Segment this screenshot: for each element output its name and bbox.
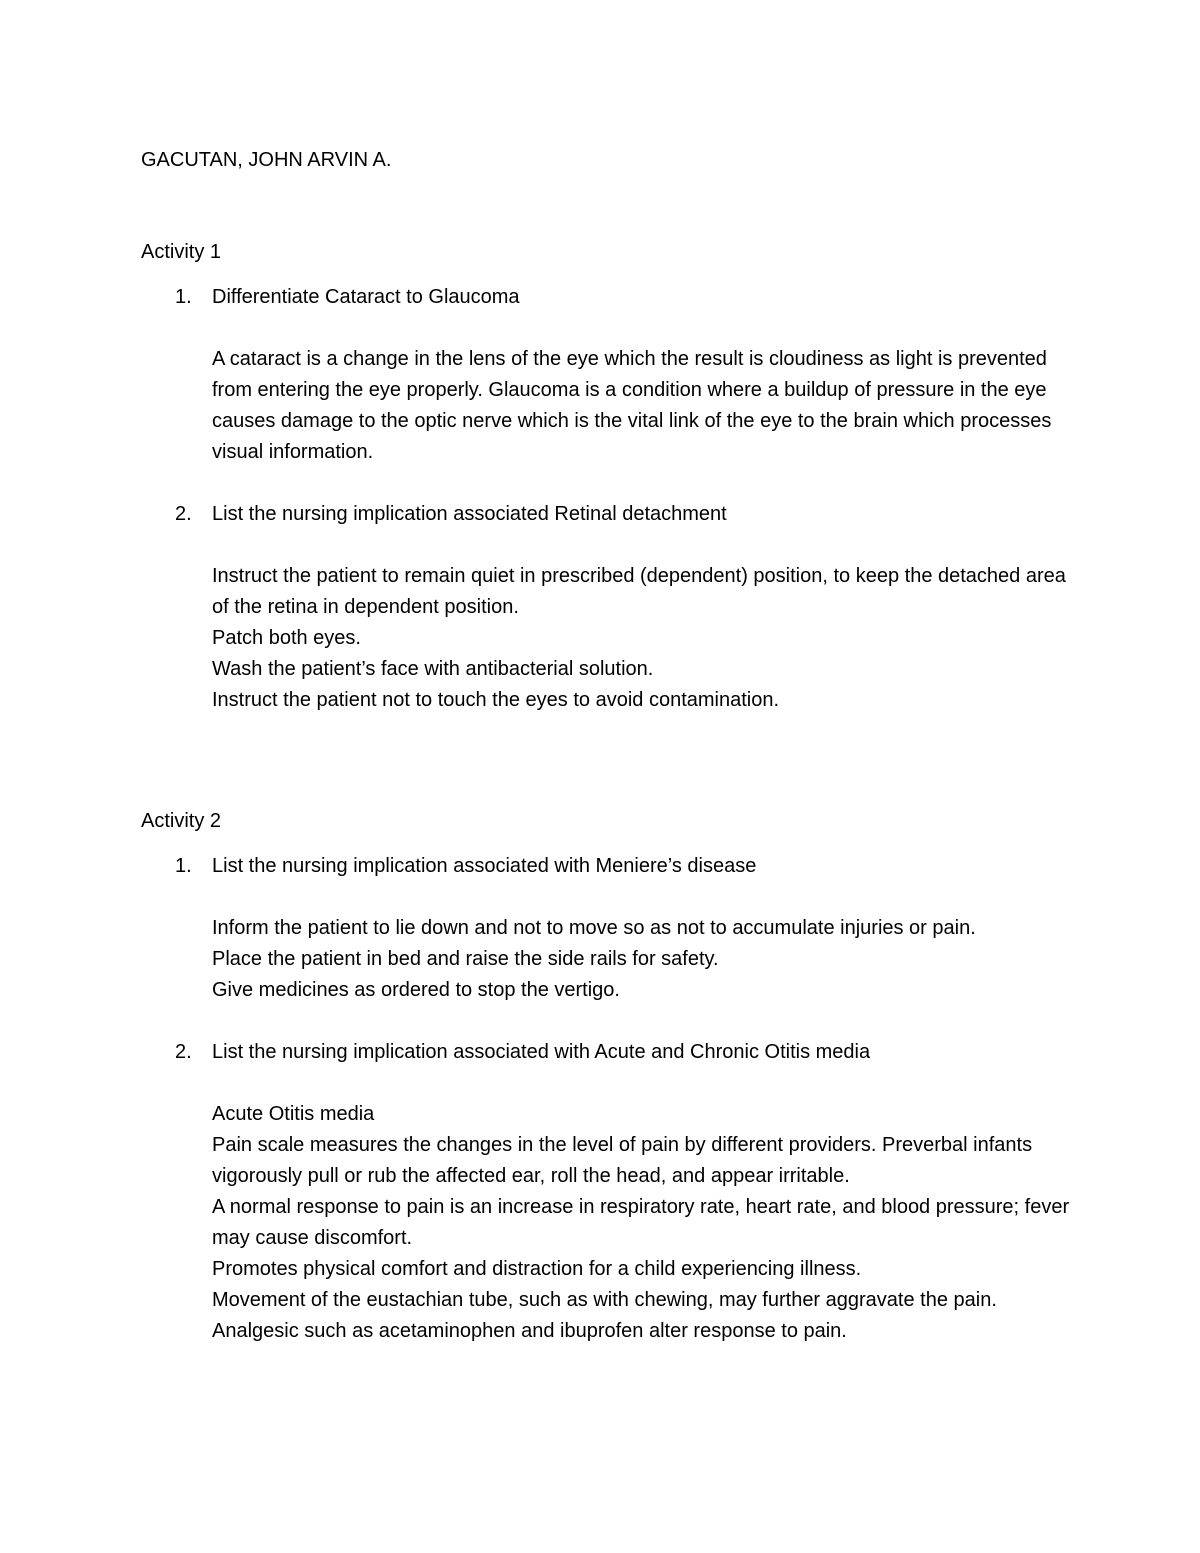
- answer-line: Inform the patient to lie down and not to move so as not to accumulate injuries or pain.: [212, 917, 976, 939]
- item-number: 2.: [175, 1041, 192, 1063]
- answer-line: Analgesic such as acetaminophen and ibuprofen alter response to pain.: [212, 1320, 847, 1342]
- answer-line: Wash the patient’s face with antibacterial solution.: [212, 658, 654, 680]
- activity-2-item-2: [141, 1037, 1081, 1347]
- answer-line: Place the patient in bed and raise the side rails for safety.: [212, 948, 719, 970]
- answer-line: Acute Otitis media: [212, 1103, 375, 1125]
- item-number: 2.: [175, 503, 192, 525]
- answer-line: A cataract is a change in the lens of the eye which the result is cloudiness as light is prevented from entering the eye properly. Glaucoma is a condition where a buildup of pressure in the eye causes damage to the optic nerve which is the vital link of the eye to the brain which processes visual information.: [212, 348, 1052, 463]
- answer-line: Patch both eyes.: [212, 627, 361, 649]
- activity-2-heading: Activity 2: [141, 810, 222, 832]
- item-number: 1.: [175, 855, 192, 877]
- item-answer: [212, 1099, 1081, 1347]
- answer-line: Promotes physical comfort and distraction for a child experiencing illness.: [212, 1258, 862, 1280]
- answer-line: Give medicines as ordered to stop the vertigo.: [212, 979, 620, 1001]
- answer-line: Movement of the eustachian tube, such as with chewing, may further aggravate the pain.: [212, 1289, 997, 1311]
- item-number: 1.: [175, 286, 192, 308]
- answer-line: Instruct the patient to remain quiet in prescribed (dependent) position, to keep the detached area of the retina in dependent position.: [212, 565, 1066, 618]
- item-question: List the nursing implication associated Retinal detachment: [212, 503, 727, 525]
- activity-1-item-1: [141, 282, 1081, 468]
- item-question: List the nursing implication associated with Acute and Chronic Otitis media: [212, 1041, 871, 1063]
- answer-line: A normal response to pain is an increase in respiratory rate, heart rate, and blood pressure; fever may cause discomfort.: [212, 1196, 1070, 1249]
- activity-1-section: [141, 237, 1081, 716]
- activity-2-section: [141, 806, 1081, 1347]
- item-answer: [212, 913, 1081, 1006]
- activity-2-item-1: [141, 851, 1081, 1006]
- item-answer: [212, 344, 1081, 468]
- author-name: GACUTAN, JOHN ARVIN A.: [141, 149, 392, 171]
- item-question: List the nursing implication associated with Meniere’s disease: [212, 855, 757, 877]
- activity-1-heading: Activity 1: [141, 241, 222, 263]
- answer-line: Instruct the patient not to touch the eyes to avoid contamination.: [212, 689, 780, 711]
- answer-line: Pain scale measures the changes in the level of pain by different providers. Preverbal infants vigorously pull or rub the affected ear, roll the head, and appear irritable.: [212, 1134, 1033, 1187]
- item-answer: [212, 561, 1081, 716]
- item-question: Differentiate Cataract to Glaucoma: [212, 286, 520, 308]
- activity-1-item-2: [141, 499, 1081, 716]
